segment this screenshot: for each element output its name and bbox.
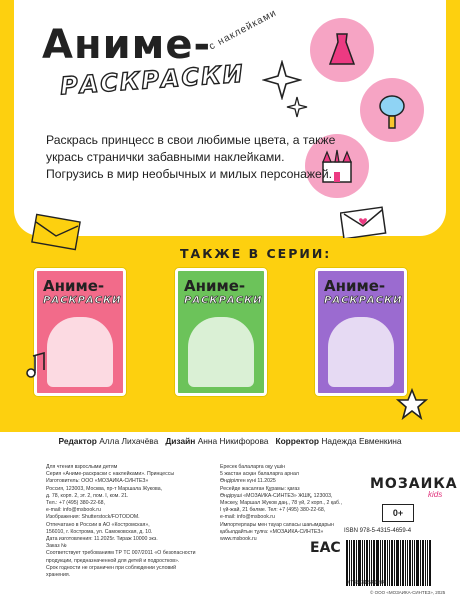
barcode-bar	[402, 540, 404, 586]
description-text: Раскрась принцесс в свои любимые цвета, а также укрась странички забавными наклейками. Погрузись в мир необычных и милых персонажей.	[46, 133, 336, 181]
imprint-line: Срок годности не ограничен при соблюдении условий хранения.	[46, 564, 177, 579]
title-secondary: РАСКРАСКИ	[59, 59, 246, 101]
book-subtitle: РАСКРАСКИ	[324, 295, 403, 306]
imprint-line: e-mail: info@msbook.ru	[46, 507, 101, 514]
imprint-line: I үй-жай, 21 бөлме. Тел: +7 (495) 380-22-68,	[220, 507, 326, 514]
imprint-line: Соответствует требованиям ТР ТС 007/2011 «О безопасности	[46, 550, 196, 557]
imprint-line: Дата изготовления: 11.2025г. Тираж 10000 экз.	[46, 536, 158, 543]
corrector-label: Корректор	[275, 436, 319, 446]
imprint-line: 156010, г. Кострома, ул. Самоковская, д. 10.	[46, 528, 153, 535]
barcode-bar	[387, 540, 388, 586]
series-book-2	[175, 268, 267, 396]
small-sparkle-icon	[286, 96, 308, 118]
copyright: © ООО «МОЗАИКА-СИНТЕЗ», 2025	[370, 590, 446, 595]
book-subtitle: РАСКРАСКИ	[184, 295, 263, 306]
mirror-icon	[372, 90, 412, 130]
music-note-icon	[24, 352, 48, 380]
barcode-bar	[422, 540, 424, 586]
imprint-line: Для чтения взрослыми детям	[46, 464, 118, 470]
barcode-bar	[396, 540, 399, 586]
imprint-line: Импортерлары мен тауар сапасы шағымдарын	[220, 521, 334, 528]
eac-mark: EAC	[310, 540, 341, 556]
series-heading: ТАКЖЕ В СЕРИИ:	[180, 246, 332, 261]
imprint-line: Өндіруші «МОЗАИКА-СИНТЕЗ» ЖШҚ, 123003,	[220, 492, 333, 499]
star-icon	[396, 388, 428, 420]
imprint-line: д. 78, корп. 2, эт. 2, пом. I, ком. 21.	[46, 492, 129, 499]
design-name: Анна Никифорова	[197, 436, 269, 446]
isbn-number: ISBN 978-5-4315-4659-4	[344, 528, 412, 534]
imprint-line: продукции, предназначенной для детей и подростков».	[46, 557, 180, 564]
corrector-name: Надежда Евменкина	[321, 436, 402, 446]
editor-label: Редактор	[58, 436, 97, 446]
dress-icon	[322, 30, 362, 70]
barcode-bar	[425, 540, 426, 586]
book-illustration	[188, 317, 254, 387]
imprint-line: Отпечатано в России в АО «Костромская»,	[46, 521, 150, 528]
imprint-line: Заказ №	[46, 543, 67, 550]
envelope-icon	[340, 206, 388, 238]
barcode-number: 9 785431 546594	[346, 580, 385, 586]
sparkle-icon	[262, 60, 302, 100]
barcode-bar	[409, 540, 411, 586]
book-title: Аниме-	[324, 277, 386, 295]
barcode-bar	[391, 540, 393, 586]
imprint-line: Мәскеу, Маршал Жуков даң., 78 үй, 2 корп., 2 қаб.,	[220, 500, 342, 507]
title-subtitle: с наклейками	[207, 7, 279, 53]
imprint-line: Тел.: +7 (495) 380-22-68,	[46, 500, 105, 507]
series-book-3	[315, 268, 407, 396]
barcode-bar	[427, 540, 428, 586]
editor-name: Алла Лихачёва	[99, 436, 159, 446]
title-main: Аниме-	[42, 22, 212, 68]
imprint-line: Изображения: Shutterstock/FOTODOM.	[46, 514, 140, 521]
book-title: Аниме-	[43, 277, 105, 295]
publisher-logo: МОЗАИКА	[370, 476, 458, 492]
imprint-line: www.msbook.ru	[220, 536, 257, 543]
design-label: Дизайн	[165, 436, 196, 446]
imprint-line: Ересек балаларға оқу үшін	[220, 464, 286, 470]
book-subtitle: РАСКРАСКИ	[43, 295, 122, 306]
barcode-bar	[416, 540, 419, 586]
barcode-bar	[420, 540, 421, 586]
publisher-logo-sub: kids	[428, 490, 443, 499]
imprint-line: Ресейде жасалған Құрамы: қағаз	[220, 485, 300, 492]
barcode-bar	[400, 540, 401, 586]
dress-sticker	[310, 18, 374, 82]
imprint-line: қабылдайтын тұлға: «МОЗАИКА-СИНТЕЗ»	[220, 528, 324, 535]
imprint-russian	[46, 464, 196, 579]
barcode-bar	[394, 540, 395, 586]
barcode-bar	[429, 540, 431, 586]
envelope-outline-icon	[30, 212, 86, 252]
imprint-line: Россия, 123003, Москва, пр-т Маршала Жукова,	[46, 485, 163, 492]
imprint-line: Изготовитель: ООО «МОЗАИКА-СИНТЕЗ»	[46, 478, 149, 485]
imprint-line: e-mail: info@msbook.ru	[220, 514, 275, 521]
book-title: Аниме-	[184, 277, 246, 295]
book-illustration	[47, 317, 113, 387]
mirror-sticker	[360, 78, 424, 142]
barcode-bar	[412, 540, 413, 586]
imprint-line: Серия «Аниме-раскраски с наклейками». Принцессы	[46, 471, 175, 478]
barcode-bar	[414, 540, 415, 586]
credits-line	[0, 436, 460, 446]
imprint-line: Өндірілген күні 11.2025	[220, 478, 276, 485]
book-illustration	[328, 317, 394, 387]
age-rating-badge: 0+	[382, 504, 414, 522]
barcode-bar	[389, 540, 390, 586]
barcode-bar	[407, 540, 408, 586]
barcode-bar	[405, 540, 406, 586]
imprint-line: 5 жастан асқан балаларға арнал	[220, 471, 299, 478]
